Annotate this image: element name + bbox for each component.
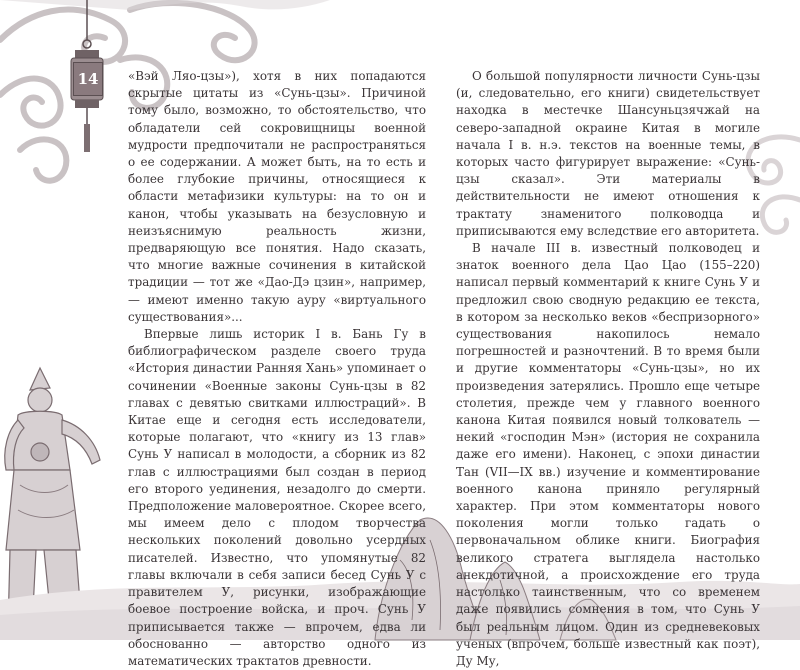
page-number: 14 xyxy=(73,62,103,96)
paragraph: В начале III в. известный полководец и знаток военного дела Цао Цао (155–220) написал первый комментарий к книге Сунь У и предложил свою сводную редакцию ее текста, в котором за несколько веков «беспризорного» существования накопилось немало погрешностей и разночтений. В то время были и другие комментаторы «Сунь-цзы», но их произведения затерялись. Прошло еще четыре столетия, прежде чем у главного военного канона Китая появился новый толкователь — некий «господин Мэн» (история не сохранила даже его имени). Наконец, с эпохи династии Тан (VII—IX вв.) изучение и комментирование военного канона приняло регулярный характер. При этом комментаторы нового поколения могли только гадать о первоначальном облике книги. Биография великого стратега выглядела настолько анекдотичной, а происхождение его труда настолько таинственным, что со временем даже появились сомнения в том, что Сунь У был реальным лицом. Один из средневековых ученых (впрочем, больше известный как поэт), Ду Му, xyxy=(456,241,760,668)
paragraph: Впервые лишь историк I в. Бань Гу в библиографическом разделе своего труда «История династии Ранняя Хань» упоминает о сочинении «Военные законы Сунь-цзы в 82 главах с девятью свитками иллюстраций». В Китае еще и сегодня есть исследователи, которые полагают, что «книгу из 13 глав» Сунь У написал в молодости, а сборник из 82 глав с иллюстрациями был создан в период его второго уединения, незадолго до смерти. Предположение маловероятное. Скорее всего, мы имеем дело с плодом творчества нескольких поколений довольно усердных писателей. Известно, что упомянутые 82 главы включали в себя записи бесед Сунь У с правителем У, рисунки, изображающие боевое построение войска, и проч. Сунь У приписывается также — впрочем, едва ли обоснованно — авторство одного из математических трактатов древности. xyxy=(128,327,426,668)
paragraph: «Вэй Ляо-цзы»), хотя в них попадаются скрытые цитаты из «Сунь-цзы». Причиной тому было, возможно, то обстоятельство, что обладатели сей сокровищницы военной мудрости предпочитали не распространяться о ее содержании. А может быть, на то есть и более глубокие причины, относящиеся к области метафизики культуры: на то он и канон, чтобы указывать на безусловную и неизъяснимую реальность жизни, предваряющую все понятия. Надо сказать, что многие важные сочинения в китайской традиции — тот же «Дао-Дэ цзин», например, — имеют именно такую ауру «виртуального существования»... xyxy=(128,69,426,324)
text-column-right xyxy=(456,68,760,670)
paragraph: О большой популярности личности Сунь-цзы (и, следовательно, его книги) свидетельствует находка в местечке Шансуньцзячжай на северо-западной окраине Китая в могиле начала I в. н.э. текстов на военные темы, в которых часто фигурирует выражение: «Сунь-цзы сказал». Эти материалы в действительности не имеют отношения к трактату знаменитого полководца и приписываются ему вследствие его авторитета. xyxy=(456,69,760,238)
text-column-left xyxy=(128,68,426,670)
